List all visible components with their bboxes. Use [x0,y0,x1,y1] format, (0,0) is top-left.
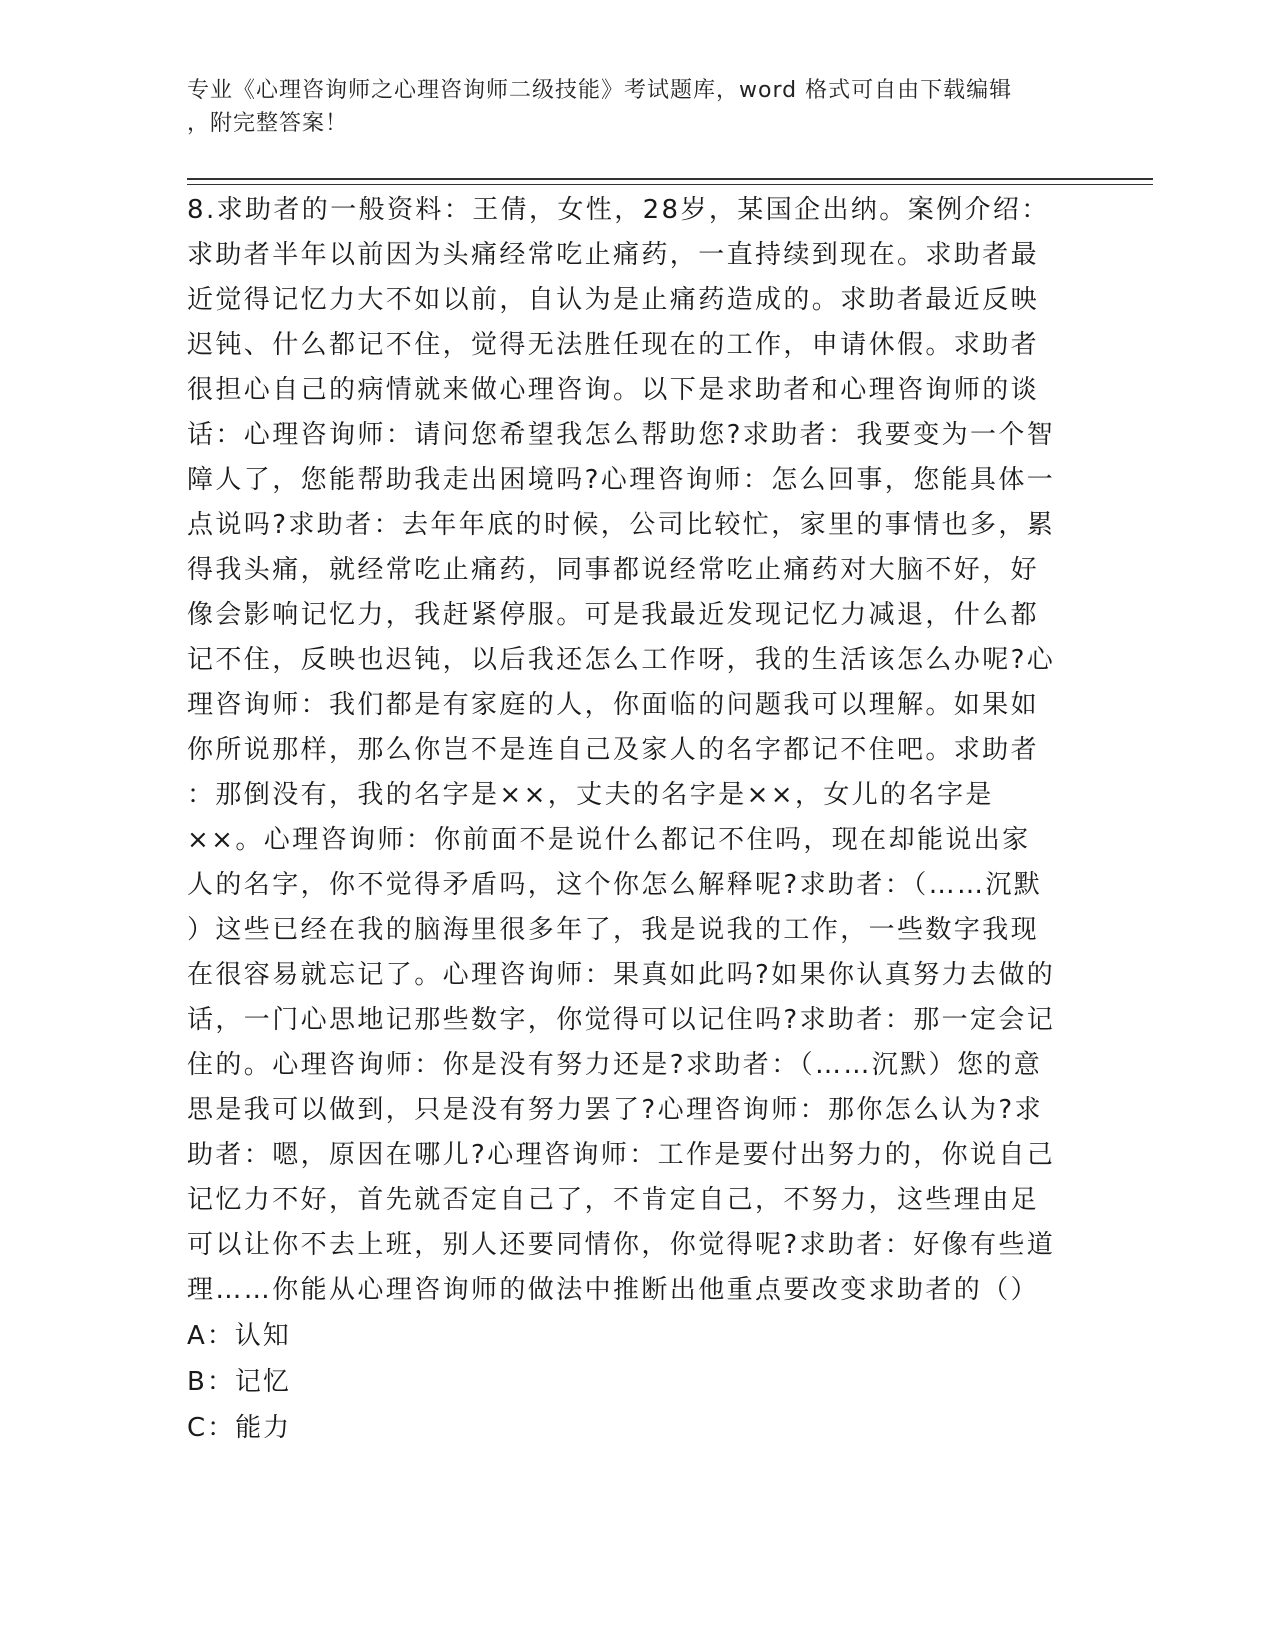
header-divider-thick [187,178,1153,180]
question-line: 得我头痛，就经常吃止痛药，同事都说经常吃止痛药对大脑不好，好 [187,555,1040,585]
question-line: 思是我可以做到，只是没有努力罢了?心理咨询师：那你怎么认为?求 [187,1095,1044,1125]
question-line: 记忆力不好，首先就否定自己了，不肯定自己，不努力，这些理由足 [187,1185,1040,1215]
question-line: 住的。心理咨询师：你是没有努力还是?求助者：（……沉默）您的意 [187,1050,1043,1080]
question-line: 像会影响记忆力，我赶紧停服。可是我最近发现记忆力减退，什么都 [187,600,1040,630]
header-divider-thin [187,184,1153,185]
question-line: 很担心自己的病情就来做心理咨询。以下是求助者和心理咨询师的谈 [187,375,1040,405]
question-line: 话：心理咨询师：请问您希望我怎么帮助您?求助者：我要变为一个智 [187,420,1056,450]
question-line: 近觉得记忆力大不如以前，自认为是止痛药造成的。求助者最近反映 [187,285,1040,315]
answer-option-a: A：认知 [187,1321,291,1351]
question-line: ）这些已经在我的脑海里很多年了，我是说我的工作，一些数字我现 [187,915,1040,945]
question-line: ：那倒没有，我的名字是××，丈夫的名字是××，女儿的名字是 [187,780,994,810]
question-line: 在很容易就忘记了。心理咨询师：果真如此吗?如果你认真努力去做的 [187,960,1056,990]
question-line: 8.求助者的一般资料：王倩，女性，28岁，某国企出纳。案例介绍： [187,195,1050,225]
header-line-2: ，附完整答案！ [187,111,349,136]
question-line: ××。心理咨询师：你前面不是说什么都记不住吗，现在却能说出家 [187,825,1031,855]
question-line: 助者：嗯，原因在哪儿?心理咨询师：工作是要付出努力的，你说自己 [187,1140,1056,1170]
question-line: 理咨询师：我们都是有家庭的人，你面临的问题我可以理解。如果如 [187,690,1040,720]
header-line-1: 专业《心理咨询师之心理咨询师二级技能》考试题库，word 格式可自由下载编辑 [187,78,1013,103]
question-line: 点说吗?求助者：去年年底的时候，公司比较忙，家里的事情也多，累 [187,510,1056,540]
page-header [187,74,1067,140]
question-block [187,188,1087,1451]
question-line: 迟钝、什么都记不住，觉得无法胜任现在的工作，申请休假。求助者 [187,330,1040,360]
question-line: 障人了，您能帮助我走出困境吗?心理咨询师：怎么回事，您能具体一 [187,465,1056,495]
question-line: 人的名字，你不觉得矛盾吗，这个你怎么解释呢?求助者：（……沉默 [187,870,1043,900]
question-line: 理……你能从心理咨询师的做法中推断出他重点要改变求助者的（） [187,1275,1040,1305]
question-line: 你所说那样，那么你岂不是连自己及家人的名字都记不住吧。求助者 [187,735,1040,765]
answer-option-c: C：能力 [187,1413,292,1443]
question-line: 求助者半年以前因为头痛经常吃止痛药，一直持续到现在。求助者最 [187,240,1040,270]
question-line: 可以让你不去上班，别人还要同情你，你觉得呢?求助者：好像有些道 [187,1230,1056,1260]
question-line: 记不住，反映也迟钝，以后我还怎么工作呀，我的生活该怎么办呢?心 [187,645,1056,675]
answer-option-b: B：记忆 [187,1367,291,1397]
question-line: 话，一门心思地记那些数字，你觉得可以记住吗?求助者：那一定会记 [187,1005,1056,1035]
